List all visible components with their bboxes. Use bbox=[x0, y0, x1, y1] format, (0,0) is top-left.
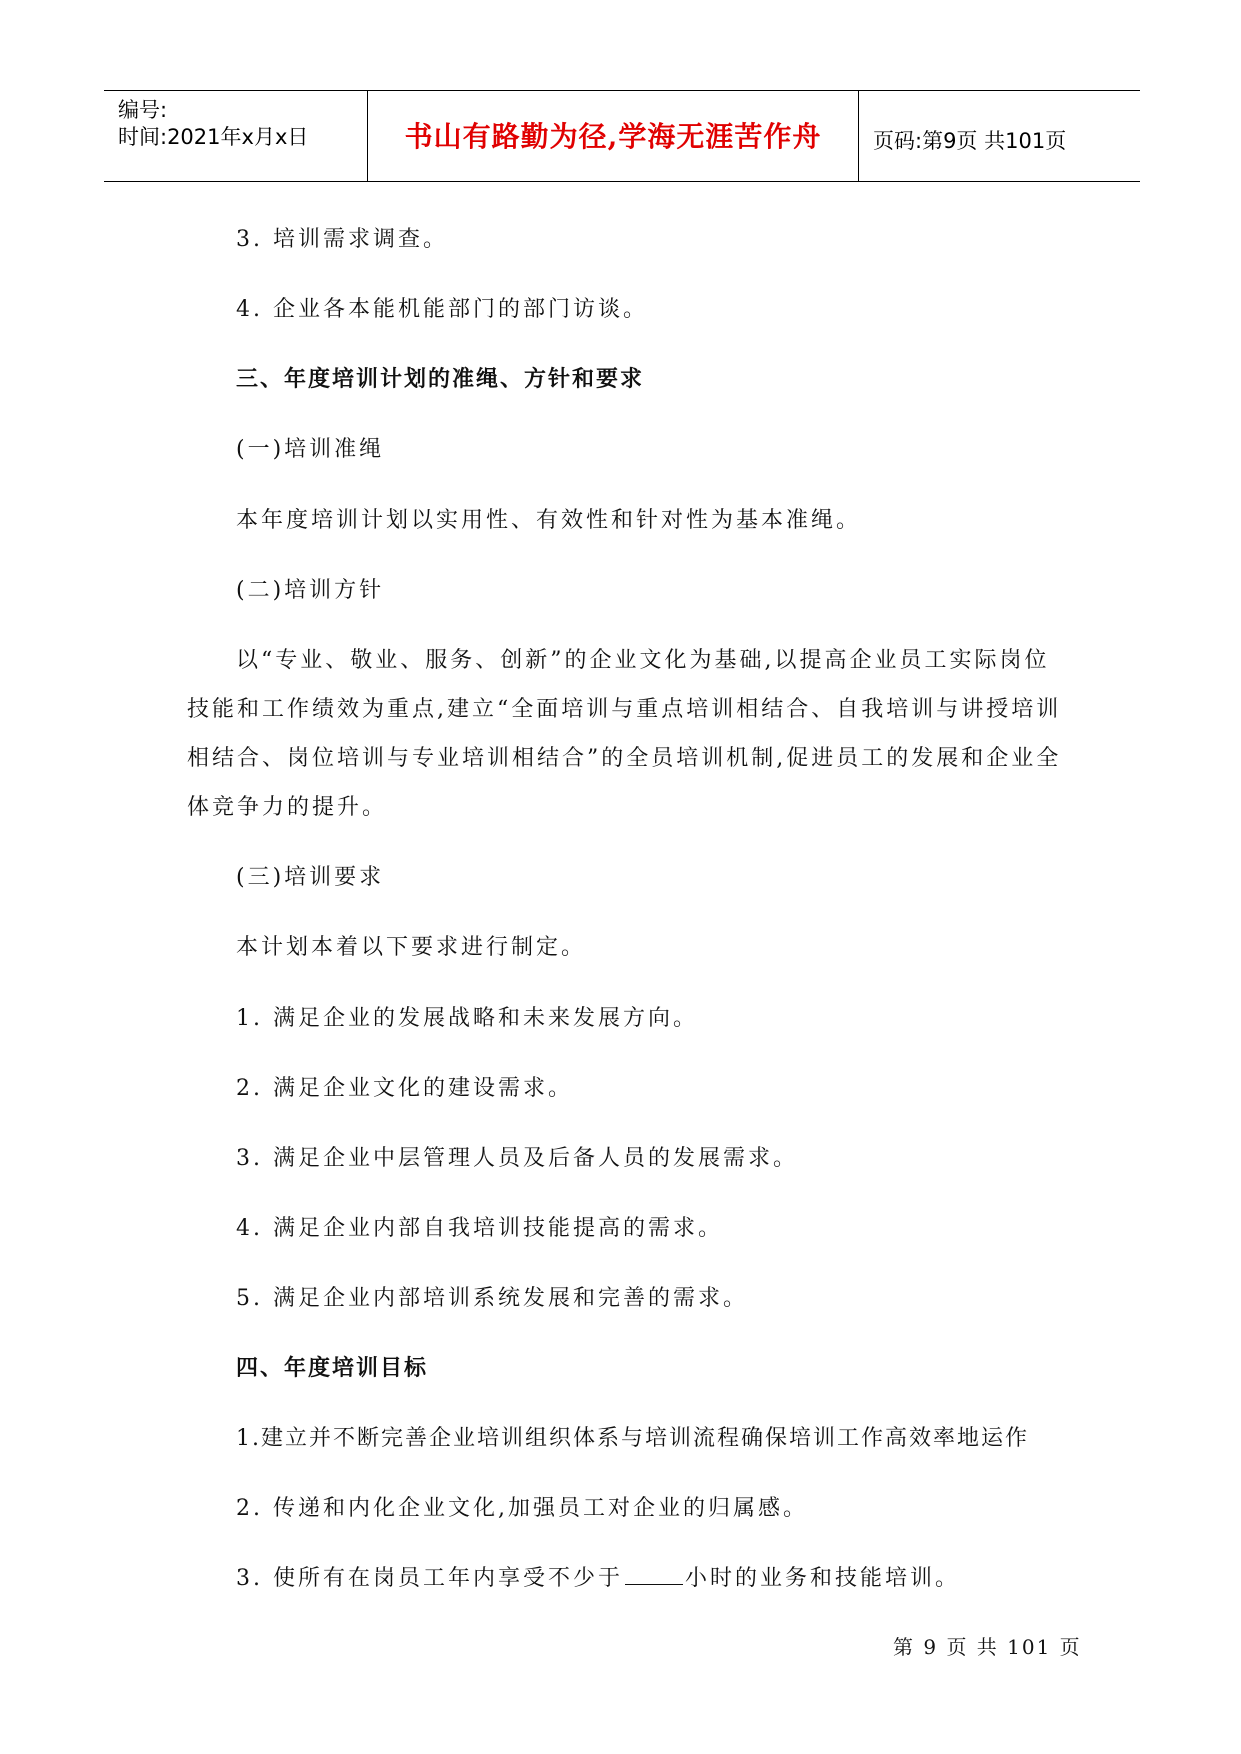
list-item: 1.建立并不断完善企业培训组织体系与培训流程确保培训工作高效率地运作 bbox=[236, 1426, 1029, 1451]
list-item: 3. 满足企业中层管理人员及后备人员的发展需求。 bbox=[236, 1146, 798, 1171]
header-page-code: 页码:第9页 共101页 bbox=[873, 129, 1067, 153]
list-item: 2. 满足企业文化的建设需求。 bbox=[236, 1076, 573, 1101]
list-item bbox=[236, 1561, 960, 1592]
paragraph-line: 体竞争力的提升。 bbox=[187, 795, 388, 820]
paragraph-line: 相结合、岗位培训与专业培训相结合”的全员培训机制,促进员工的发展和企业全 bbox=[187, 746, 1062, 771]
list-item: 2. 传递和内化企业文化,加强员工对企业的归属感。 bbox=[236, 1496, 808, 1521]
paragraph: 本计划本着以下要求进行制定。 bbox=[236, 935, 587, 960]
list-item: 4. 满足企业内部自我培训技能提高的需求。 bbox=[236, 1216, 723, 1241]
section-heading: 四、年度培训目标 bbox=[236, 1356, 429, 1381]
paragraph-line: 以“专业、敬业、服务、创新”的企业文化为基础,以提高企业员工实际岗位 bbox=[236, 648, 1050, 673]
list-item-text: 小时的业务和技能培训。 bbox=[685, 1566, 961, 1591]
header-page-cell bbox=[859, 91, 1140, 181]
subsection-heading: (三)培训要求 bbox=[236, 865, 385, 890]
list-item: 4. 企业各本能机能部门的部门访谈。 bbox=[236, 297, 648, 322]
subsection-heading: (一)培训准绳 bbox=[236, 437, 385, 462]
list-item-text: 3. 使所有在岗员工年内享受不少于 bbox=[236, 1566, 623, 1591]
list-item: 5. 满足企业内部培训系统发展和完善的需求。 bbox=[236, 1286, 748, 1311]
subsection-heading: (二)培训方针 bbox=[236, 578, 385, 603]
document-time-label: 时间:2021年x月x日 bbox=[118, 125, 309, 149]
paragraph-line: 技能和工作绩效为重点,建立“全面培训与重点培训相结合、自我培训与讲授培训 bbox=[187, 697, 1062, 722]
list-item: 1. 满足企业的发展战略和未来发展方向。 bbox=[236, 1006, 698, 1031]
document-number-label: 编号: bbox=[118, 98, 168, 122]
paragraph: 本年度培训计划以实用性、有效性和针对性为基本准绳。 bbox=[236, 508, 862, 533]
list-item: 3. 培训需求调查。 bbox=[236, 227, 448, 252]
header-motto: 书山有路勤为径,学海无涯苦作舟 bbox=[404, 120, 822, 153]
page-footer: 第 9 页 共 101 页 bbox=[893, 1635, 1082, 1659]
header-motto-cell bbox=[368, 91, 859, 181]
header-info-cell bbox=[104, 91, 368, 181]
section-heading: 三、年度培训计划的准绳、方针和要求 bbox=[236, 367, 645, 392]
fill-in-blank bbox=[625, 1564, 683, 1585]
document-header bbox=[104, 90, 1140, 182]
